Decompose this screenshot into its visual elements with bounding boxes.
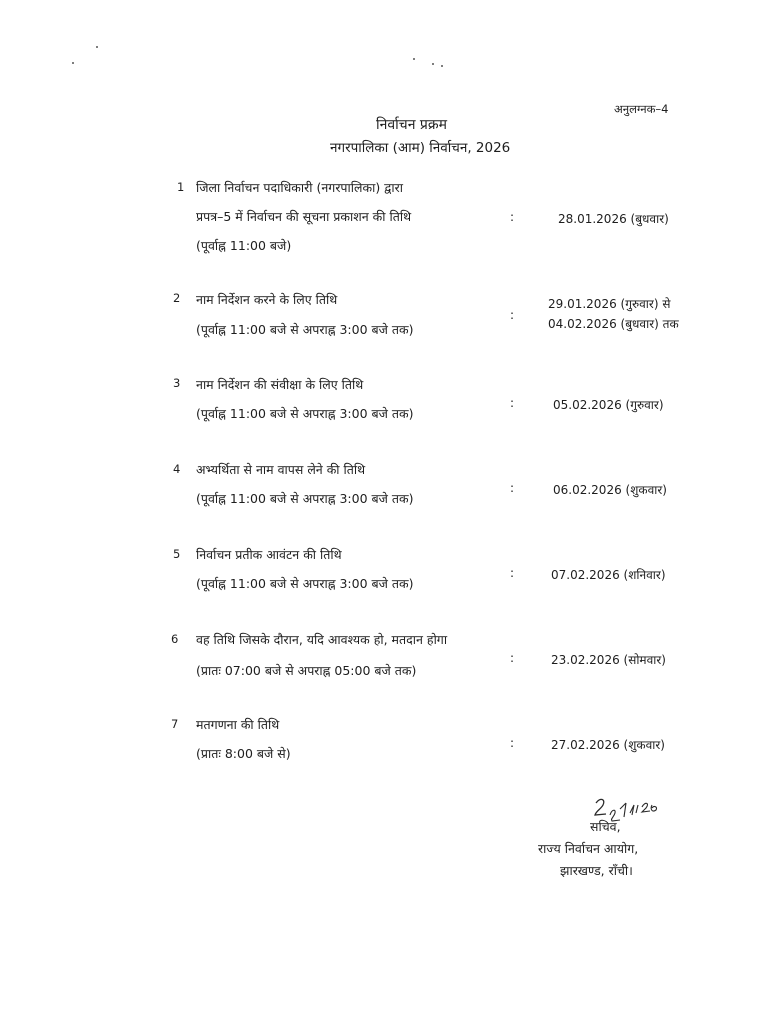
item-text-line: प्रपत्र–5 में निर्वाचन की सूचना प्रकाशन की तिथि xyxy=(196,209,412,224)
signatory-designation: सचिव, xyxy=(590,819,621,834)
item-text-line: नाम निर्देशन करने के लिए तिथि xyxy=(196,292,338,307)
item-date: 05.02.2026 (गुरुवार) xyxy=(553,398,664,412)
item-text-line: (पूर्वाह्न 11:00 बजे से अपराह्न 3:00 बजे तक) xyxy=(196,406,414,421)
item-text-line: जिला निर्वाचन पदाधिकारी (नगरपालिका) द्वारा xyxy=(196,180,403,195)
signatory-office: राज्य निर्वाचन आयोग, xyxy=(538,841,639,856)
item-text-line: (प्रातः 07:00 बजे से अपराह्न 05:00 बजे तक) xyxy=(196,663,417,678)
item-colon: : xyxy=(510,736,515,750)
annexure-label: अनुलग्नक–4 xyxy=(614,102,669,116)
item-number: 1 xyxy=(177,180,185,194)
item-colon: : xyxy=(510,651,515,665)
item-text-line: नाम निर्देशन की संवीक्षा के लिए तिथि xyxy=(196,377,364,392)
item-colon: : xyxy=(510,210,515,224)
item-number: 3 xyxy=(173,376,181,390)
scan-speck xyxy=(432,63,434,65)
item-number: 5 xyxy=(173,547,181,561)
item-colon: : xyxy=(510,308,515,322)
document-subtitle: नगरपालिका (आम) निर्वाचन, 2026 xyxy=(330,140,511,156)
item-number: 7 xyxy=(171,717,179,731)
item-colon: : xyxy=(510,396,515,410)
item-text-line: मतगणना की तिथि xyxy=(196,717,280,732)
item-date: 28.01.2026 (बुधवार) xyxy=(558,212,669,226)
item-date: 23.02.2026 (सोमवार) xyxy=(551,653,666,667)
item-text-line: (प्रातः 8:00 बजे से) xyxy=(196,746,291,761)
item-date: 29.01.2026 (गुरुवार) से xyxy=(548,297,671,311)
item-date: 04.02.2026 (बुधवार) तक xyxy=(548,317,679,331)
item-number: 6 xyxy=(171,632,179,646)
item-text-line: (पूर्वाह्न 11:00 बजे से अपराह्न 3:00 बजे तक) xyxy=(196,322,414,337)
item-colon: : xyxy=(510,566,515,580)
item-colon: : xyxy=(510,481,515,495)
item-text-line: (पूर्वाह्न 11:00 बजे से अपराह्न 3:00 बजे तक) xyxy=(196,491,414,506)
item-text-line: निर्वाचन प्रतीक आवंटन की तिथि xyxy=(196,547,342,562)
item-text-line: अभ्यर्थिता से नाम वापस लेने की तिथि xyxy=(196,462,366,477)
scan-speck xyxy=(72,62,74,64)
item-text-line: वह तिथि जिसके दौरान, यदि आवश्यक हो, मतदान होगा xyxy=(196,632,448,647)
document-title: निर्वाचन प्रक्रम xyxy=(376,117,448,133)
item-date: 06.02.2026 (शुकवार) xyxy=(553,483,667,497)
item-number: 2 xyxy=(173,291,181,305)
scan-speck xyxy=(413,58,415,60)
item-date: 27.02.2026 (शुकवार) xyxy=(551,738,665,752)
item-text-line: (पूर्वाह्न 11:00 बजे) xyxy=(196,238,292,253)
scan-speck xyxy=(441,65,443,67)
scan-speck xyxy=(96,46,98,48)
item-text-line: (पूर्वाह्न 11:00 बजे से अपराह्न 3:00 बजे तक) xyxy=(196,576,414,591)
item-number: 4 xyxy=(173,462,181,476)
signatory-place: झारखण्ड, राँची। xyxy=(560,863,633,878)
item-date: 07.02.2026 (शनिवार) xyxy=(551,568,666,582)
